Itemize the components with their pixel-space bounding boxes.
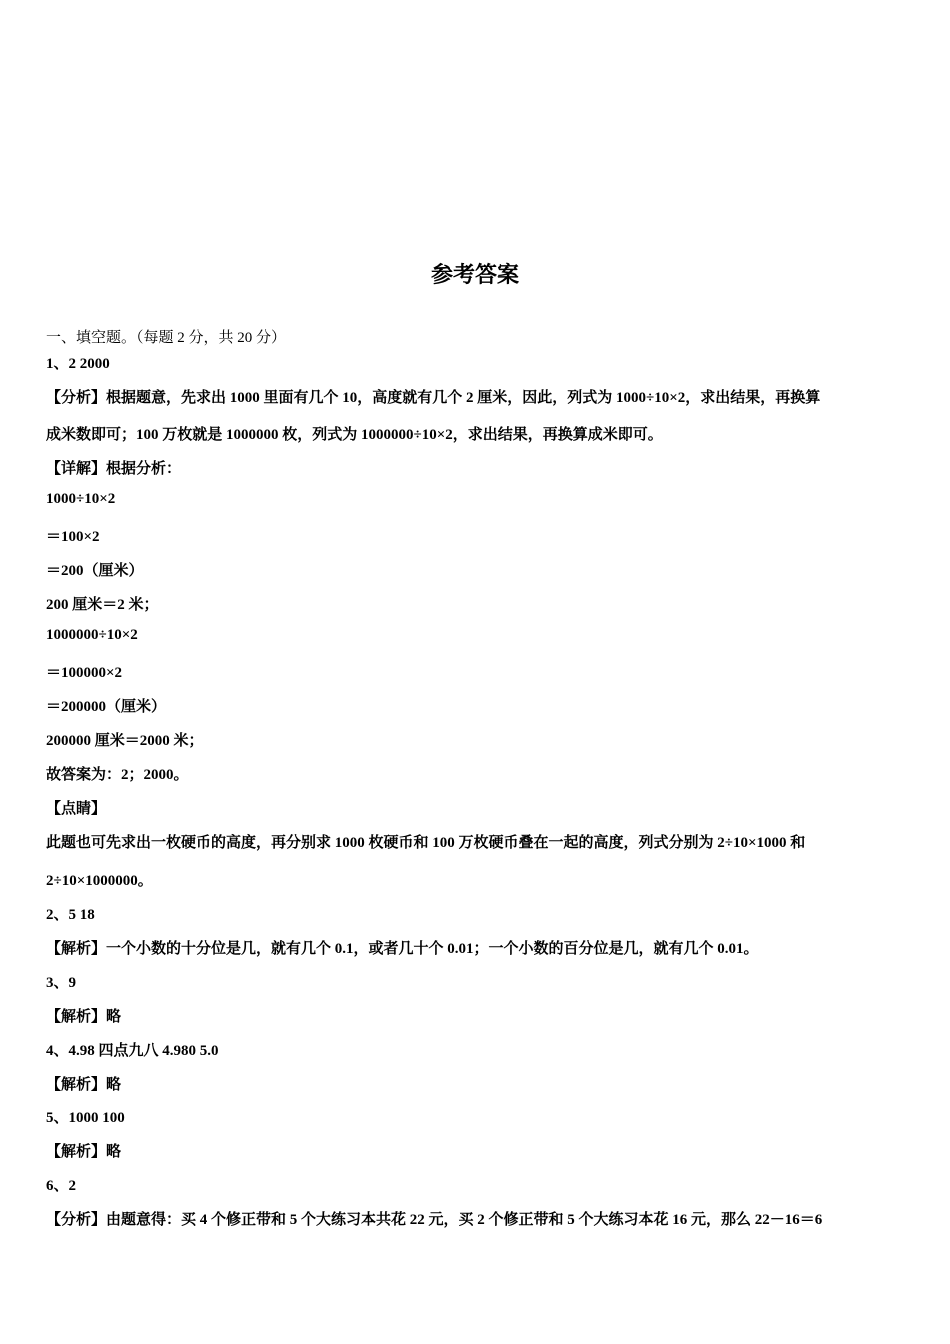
q1-calc-line: ＝200（厘米） (46, 563, 144, 579)
q5-head: 5、1000 100 (46, 1110, 125, 1126)
q1-calc-line: 200 厘米＝2 米； (46, 597, 159, 613)
q1-analysis-line2: 成米数即可；100 万枚就是 1000000 枚，列式为 1000000÷10×2，求出结果，再换算成米即可。 (46, 427, 663, 443)
q6-head: 6、2 (46, 1178, 77, 1194)
q1-analysis-line1: 【分析】根据题意，先求出 1000 里面有几个 10，高度就有几个 2 厘米，因此，列式为 1000÷10×2，求出结果，再换算 (46, 390, 821, 406)
q1-comment-line1: 此题也可先求出一枚硬币的高度，再分别求 1000 枚硬币和 100 万枚硬币叠在一起的高度，列式分别为 2÷10×1000 和 (46, 835, 806, 851)
section-heading: 一、填空题。（每题 2 分，共 20 分） (46, 330, 287, 346)
q6-analysis: 【分析】由题意得：买 4 个修正带和 5 个大练习本共花 22 元，买 2 个修正带和 5 个大练习本花 16 元，那么 22－16＝6 (46, 1212, 823, 1228)
q2-head: 2、5 18 (46, 907, 95, 923)
q1-calc-line: ＝100000×2 (46, 665, 123, 681)
page-title: 参考答案 (430, 263, 519, 288)
q1-calc-line: 1000000÷10×2 (46, 627, 138, 643)
q5-analysis: 【解析】略 (46, 1144, 122, 1160)
q1-calc-line: ＝100×2 (46, 529, 100, 545)
q1-answer: 故答案为：2；2000。 (46, 767, 189, 783)
q3-analysis: 【解析】略 (46, 1009, 122, 1025)
q1-calc-line: ＝200000（厘米） (46, 699, 167, 715)
q4-head: 4、4.98 四点九八 4.980 5.0 (46, 1043, 219, 1059)
q1-head: 1、2 2000 (46, 356, 110, 372)
q3-head: 3、9 (46, 975, 77, 991)
q2-analysis: 【解析】一个小数的十分位是几，就有几个 0.1，或者几十个 0.01；一个小数的百分位是几，就有几个 0.01。 (46, 941, 759, 957)
q1-calc-line: 200000 厘米＝2000 米； (46, 733, 204, 749)
q1-detail-label: 【详解】根据分析： (46, 461, 182, 477)
q4-analysis: 【解析】略 (46, 1077, 122, 1093)
q1-comment-line2: 2÷10×1000000。 (46, 873, 153, 889)
q1-calc-line: 1000÷10×2 (46, 491, 116, 507)
q1-comment-label: 【点睛】 (46, 801, 107, 817)
